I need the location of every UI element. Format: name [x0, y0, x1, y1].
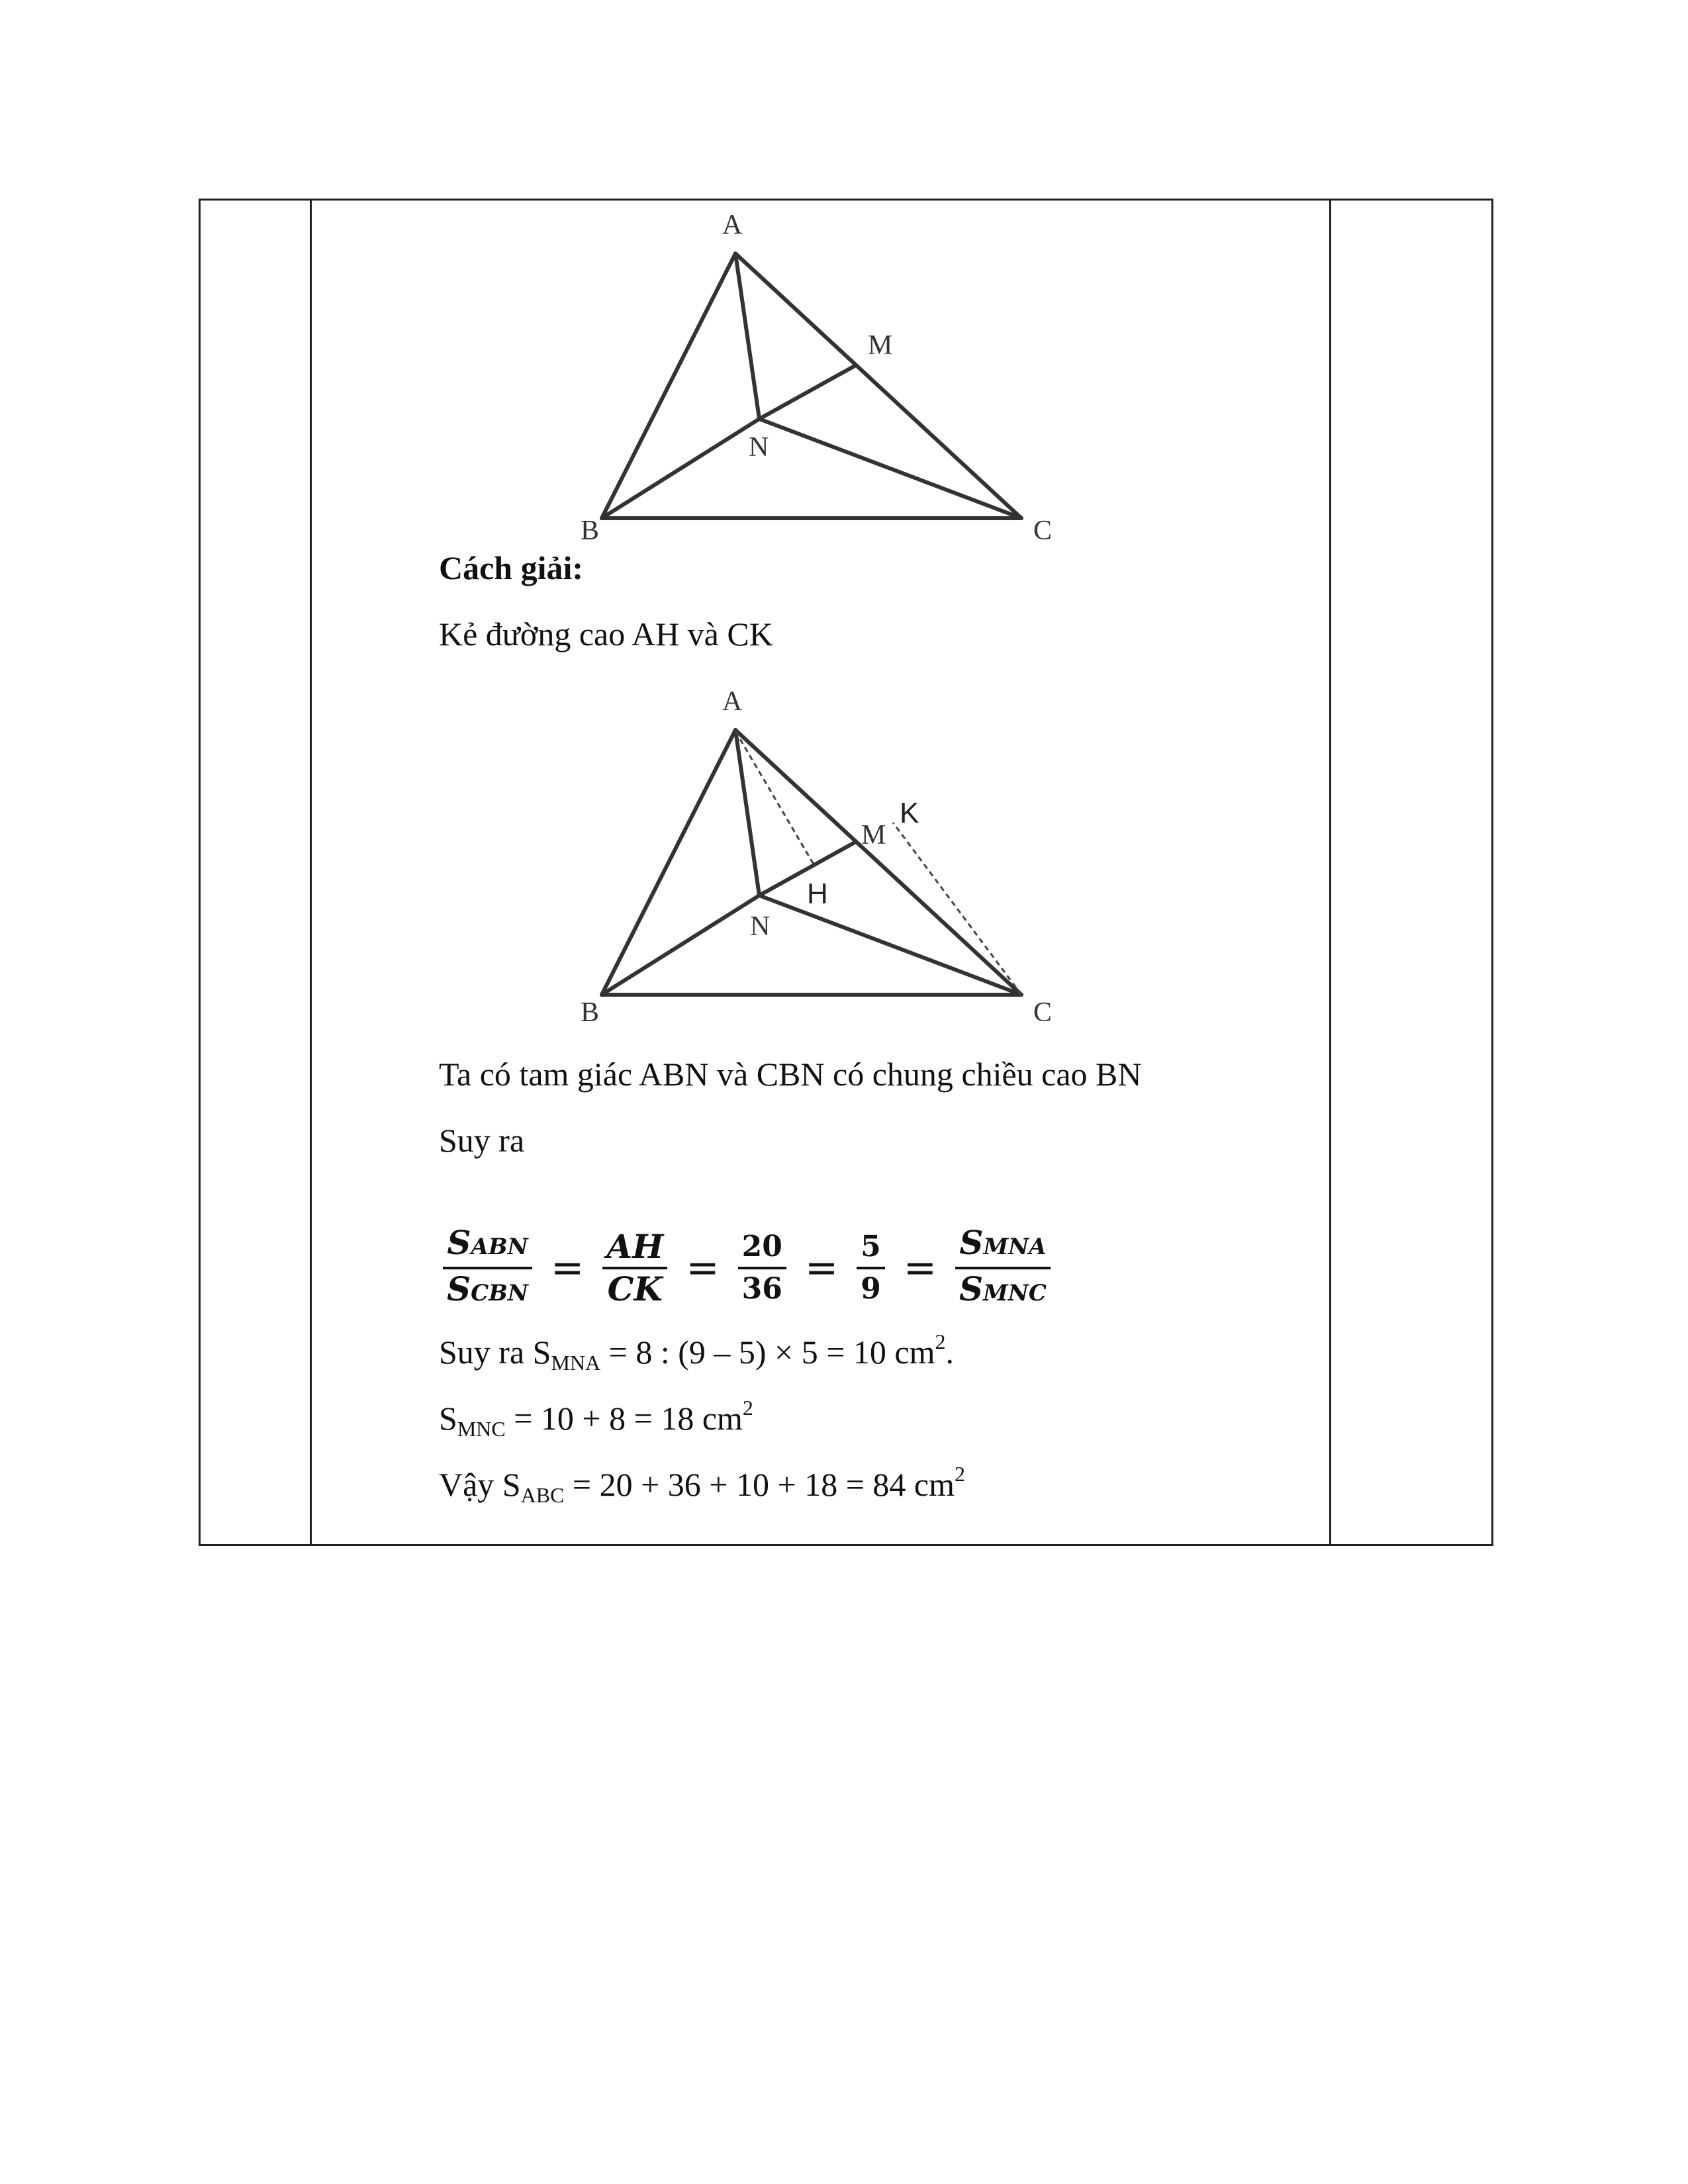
- equals-sign: =: [686, 1245, 720, 1291]
- label-n: N: [750, 911, 771, 942]
- label-c: C: [1033, 997, 1053, 1021]
- label-b: B: [581, 997, 600, 1021]
- segment-an: [735, 253, 759, 419]
- segment-ac: [735, 730, 1021, 995]
- instruction-text: Kẻ đường cao AH và CK: [439, 615, 773, 653]
- fraction-s-mna-over-s-mnc: $\frac{\text{SMNA}}{\text{SMNC}}$: [955, 1223, 1051, 1313]
- fraction-ah-over-ck: $\frac{AH}{CK}$: [602, 1227, 667, 1309]
- suy-ra-text: Suy ra: [439, 1122, 525, 1159]
- equals-sign: =: [804, 1245, 839, 1291]
- area-ratio-formula: [439, 1223, 1055, 1313]
- segment-ab: [602, 253, 735, 518]
- equals-sign: =: [903, 1245, 937, 1291]
- equals-sign: =: [551, 1245, 585, 1291]
- result-line-mnc: $S_{MNC} = 10 + 8 = 18$ $cm^2$: [439, 1396, 753, 1441]
- segment-nm: [759, 366, 855, 419]
- label-k: K: [900, 797, 919, 829]
- label-n: N: [749, 432, 769, 463]
- segment-ab: [602, 730, 735, 995]
- segment-ac: [735, 253, 1021, 518]
- triangle-figure-1-drawing: [312, 201, 1331, 545]
- solution-cell: [312, 201, 1331, 1544]
- label-m: M: [868, 330, 893, 361]
- solution-table: [199, 199, 1493, 1546]
- label-a: A: [722, 686, 743, 717]
- fraction-20-over-36: $\frac{20}{36}$: [738, 1227, 786, 1309]
- label-h: H: [807, 878, 828, 910]
- statement-text: Ta có tam giác ABN và CBN có chung chiều cao BN: [439, 1056, 1142, 1093]
- label-m: M: [861, 820, 886, 850]
- segment-nc: [759, 895, 1021, 995]
- triangle-figure-2: [312, 677, 1331, 1021]
- result-line-abc: Vậy $S_{ABC} = 20 + 36 + 10 + 18 = 84$ $cm^2$: [439, 1462, 965, 1507]
- fraction-s-abn-over-s-cbn: $\frac{\text{SABN}}{\text{SCBN}}$: [443, 1223, 532, 1313]
- result-line-mna: Suy ra $S_{MNA} = 8$ : (9 – 5) × 5 = 10 $cm^2$.: [439, 1330, 955, 1375]
- solution-heading: Cách giải:: [439, 549, 584, 586]
- label-a: A: [722, 210, 743, 240]
- segment-nc: [759, 419, 1021, 518]
- label-c: C: [1033, 516, 1053, 545]
- label-b: B: [581, 516, 600, 545]
- fraction-5-over-9: $\frac{5}{9}$: [857, 1227, 885, 1309]
- segment-an: [735, 730, 759, 895]
